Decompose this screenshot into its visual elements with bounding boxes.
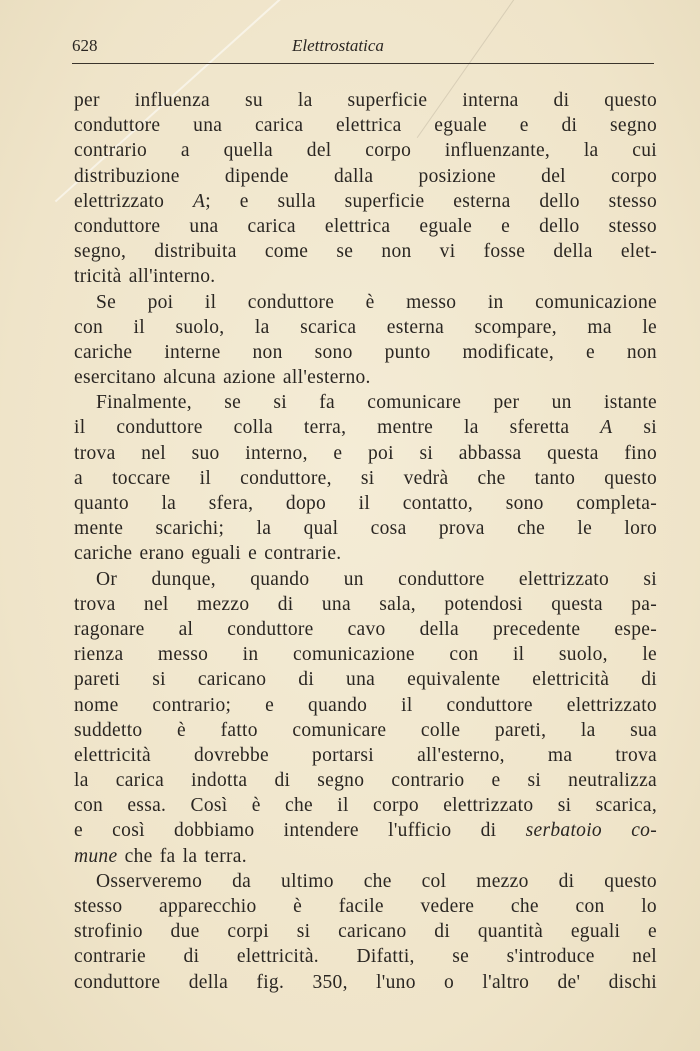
text-segment: elettricità dovrebbe portarsi all'esterno, ma trova — [74, 744, 657, 766]
text-line — [74, 290, 657, 315]
text-segment: ragonare al conduttore cavo della precedente espe- — [74, 618, 657, 640]
text-segment: per influenza su la superficie interna di questo — [74, 90, 657, 111]
text-segment: il conduttore colla terra, mentre la sferetta — [74, 417, 601, 439]
text-line — [74, 894, 657, 919]
text-segment: Or dunque, quando un conduttore elettrizzato si — [96, 568, 657, 590]
text-line-content — [74, 667, 657, 692]
text-segment: segno, distribuita come se non vi fosse della elet- — [74, 241, 657, 263]
text-line — [74, 869, 657, 894]
text-segment: contrario a quella del corpo influenzante, la cui — [74, 140, 657, 162]
text-line — [74, 214, 657, 239]
text-segment: e così dobbiamo intendere l'ufficio di — [74, 820, 526, 842]
text-line — [74, 693, 657, 718]
text-line-content — [74, 944, 657, 969]
body-text — [74, 88, 657, 995]
text-line-content — [74, 642, 657, 667]
text-line-content — [74, 844, 657, 869]
text-segment: con essa. Così è che il corpo elettrizzato si scarica, — [74, 795, 657, 817]
text-line-content — [74, 164, 657, 189]
text-line-content — [74, 793, 657, 818]
text-line — [74, 441, 657, 466]
text-line — [74, 642, 657, 667]
text-line — [74, 315, 657, 340]
page-number: 628 — [72, 36, 98, 55]
running-title: Elettrostatica — [292, 36, 384, 55]
text-line — [74, 239, 657, 264]
text-segment: conduttore una carica elettrica eguale e dello stesso — [74, 215, 657, 237]
text-line-content — [74, 541, 657, 566]
text-segment: trova nel mezzo di una sala, potendosi questa pa- — [74, 593, 657, 615]
text-line — [74, 491, 657, 516]
text-line — [74, 667, 657, 692]
text-line — [74, 340, 657, 365]
text-line-content — [74, 894, 657, 919]
text-line — [74, 138, 657, 163]
text-segment: trova nel suo interno, e poi si abbassa questa fino — [74, 442, 657, 464]
text-line-content — [74, 491, 657, 516]
text-segment: nome contrario; e quando il conduttore elettrizzato — [74, 694, 657, 716]
text-segment: che fa la terra. — [117, 845, 247, 867]
text-line-content — [74, 365, 657, 390]
text-line — [74, 970, 657, 995]
text-segment: stesso apparecchio è facile vedere che con lo — [74, 896, 657, 917]
text-line — [74, 516, 657, 541]
text-line-content — [74, 818, 657, 843]
text-line-content — [74, 768, 657, 793]
text-line-content — [74, 617, 657, 642]
text-line — [74, 743, 657, 768]
text-line-content — [74, 466, 657, 491]
text-line — [74, 390, 657, 415]
text-segment: si — [612, 417, 657, 439]
text-line-content — [74, 88, 657, 113]
text-line-content — [74, 415, 657, 440]
text-segment: la carica indotta di segno contrario e si neutralizza — [74, 770, 657, 792]
text-line — [74, 818, 657, 843]
text-line-content — [96, 290, 657, 315]
text-segment: rienza messo in comunicazione con il suolo, le — [74, 644, 657, 666]
text-line-content — [74, 214, 657, 239]
text-line — [74, 164, 657, 189]
text-segment: con il suolo, la scarica esterna scompare, ma le — [74, 316, 657, 338]
text-line-content — [96, 390, 657, 415]
text-line — [74, 944, 657, 969]
text-segment: ; e sulla superficie esterna dello stesso — [205, 190, 657, 212]
text-line — [74, 718, 657, 743]
text-segment: pareti si caricano di una equivalente elettricità di — [74, 669, 657, 691]
page-header — [72, 36, 654, 58]
text-segment: distribuzione dipende dalla posizione del corpo — [74, 165, 657, 187]
text-line — [74, 793, 657, 818]
text-segment: conduttore una carica elettrica eguale e di segno — [74, 115, 657, 137]
text-segment: quanto la sfera, dopo il contatto, sono completa- — [74, 493, 657, 514]
text-line-content — [74, 718, 657, 743]
text-line-content — [74, 743, 657, 768]
text-segment: conduttore della fig. 350, l'uno o l'altro de' dischi — [74, 971, 657, 993]
italic-text: A — [600, 417, 613, 439]
italic-text: serbatoio co- — [525, 820, 658, 842]
text-segment: Se poi il conduttore è messo in comunicazione — [96, 291, 657, 313]
text-line-content — [74, 113, 657, 138]
text-line — [74, 768, 657, 793]
text-line-content — [74, 315, 657, 340]
italic-text: A — [193, 190, 206, 212]
text-segment: elettrizzato — [74, 190, 193, 212]
text-line — [74, 466, 657, 491]
text-line — [74, 592, 657, 617]
text-segment: mente scarichi; la qual cosa prova che le loro — [74, 518, 657, 540]
text-line-content — [74, 693, 657, 718]
text-segment: cariche interne non sono punto modificate, e non — [74, 341, 657, 363]
text-line — [74, 113, 657, 138]
text-segment: Finalmente, se si fa comunicare per un istante — [96, 392, 657, 414]
text-line-content — [74, 340, 657, 365]
text-segment: Osserveremo da ultimo che col mezzo di questo — [96, 870, 657, 892]
text-segment: strofinio due corpi si caricano di quantità eguali e — [74, 921, 657, 943]
text-line-content — [74, 970, 657, 995]
text-line-content — [74, 516, 657, 541]
text-segment: esercitano alcuna azione all'esterno. — [74, 367, 371, 389]
text-line — [74, 189, 657, 214]
text-segment: cariche erano eguali e contrarie. — [74, 543, 342, 565]
text-line-content — [74, 138, 657, 163]
text-segment: suddetto è fatto comunicare colle pareti, la sua — [74, 719, 657, 741]
text-segment: tricità all'interno. — [74, 266, 216, 288]
text-segment: a toccare il conduttore, si vedrà che tanto questo — [74, 467, 657, 489]
text-line-content — [74, 239, 657, 264]
text-line-content — [74, 441, 657, 466]
header-rule — [72, 63, 654, 64]
text-line — [74, 844, 657, 869]
text-line — [74, 567, 657, 592]
text-line-content — [74, 919, 657, 944]
text-line — [74, 415, 657, 440]
text-line — [74, 88, 657, 113]
text-line-content — [74, 264, 657, 289]
text-line — [74, 365, 657, 390]
text-line-content — [96, 869, 657, 894]
text-line-content — [74, 189, 657, 214]
text-line — [74, 617, 657, 642]
text-line — [74, 919, 657, 944]
text-segment: contrarie di elettricità. Difatti, se s'introduce nel — [74, 946, 657, 968]
italic-text: mune — [74, 845, 118, 867]
text-line-content — [96, 567, 657, 592]
text-line — [74, 541, 657, 566]
text-line-content — [74, 592, 657, 617]
text-line — [74, 264, 657, 289]
